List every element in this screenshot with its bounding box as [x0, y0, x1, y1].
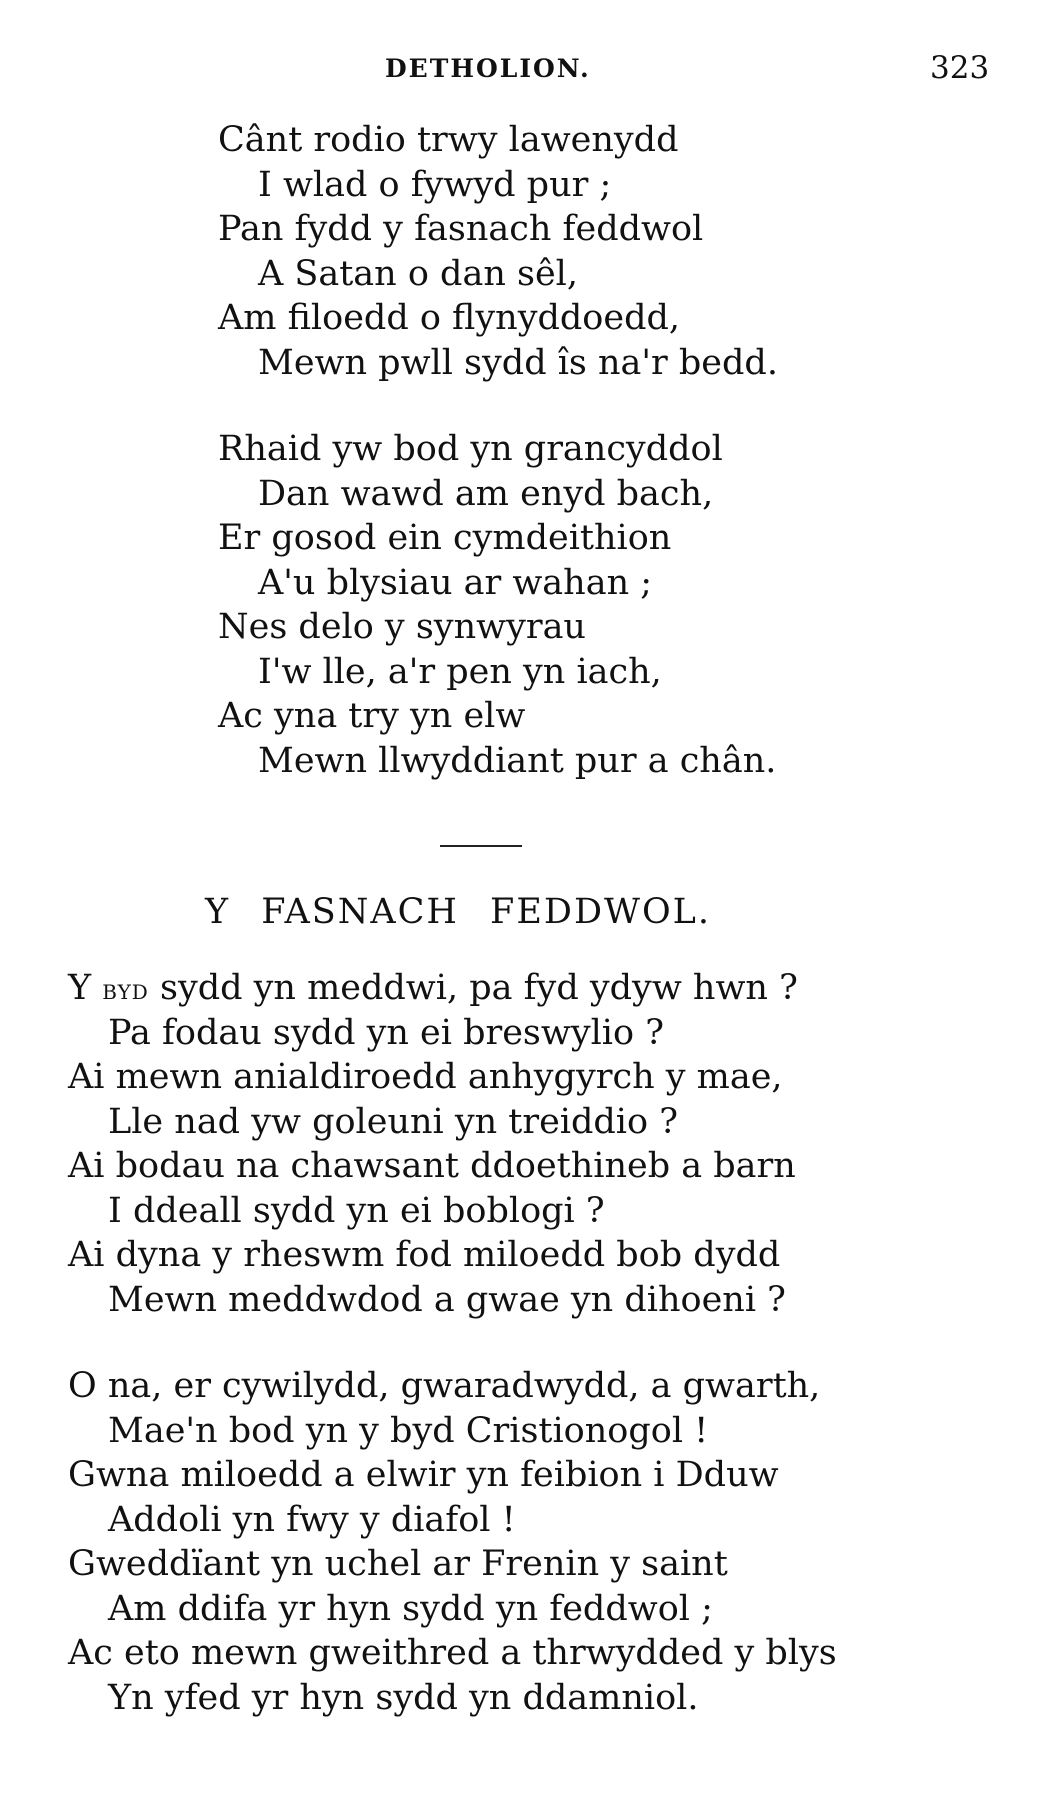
verse-line: A'u blysiau ar wahan ;: [258, 562, 653, 603]
verse-line: Am ddifa yr hyn sydd yn feddwol ;: [108, 1588, 713, 1629]
poem1-stanza-1: [218, 118, 778, 385]
verse-line: Mewn meddwdod a gwae yn dihoeni ?: [108, 1279, 786, 1320]
verse-line: Mewn pwll sydd îs na'r bedd.: [258, 342, 778, 383]
verse-line: Nes delo y synwyrau: [218, 607, 586, 647]
verse-line: O na, er cywilydd, gwaradwydd, a gwarth,: [68, 1366, 821, 1406]
verse-line: Gweddïant yn uchel ar Frenin y saint: [68, 1544, 728, 1584]
verse-line: I ddeall sydd yn ei boblogi ?: [108, 1190, 605, 1231]
verse-line: Ai bodau na chawsant ddoethineb a barn: [68, 1146, 796, 1186]
verse-line: Er gosod ein cymdeithion: [218, 518, 672, 558]
poem2-stanza-1: [68, 966, 798, 1322]
verse-line: Cânt rodio trwy lawenydd: [218, 120, 679, 160]
poem-title: Y FASNACH FEDDWOL.: [205, 892, 712, 932]
verse-line: Ac yna try yn elw: [218, 696, 526, 736]
verse-line: Ai mewn anialdiroedd anhygyrch y mae,: [68, 1057, 783, 1097]
verse-line: Am filoedd o flynyddoedd,: [218, 298, 681, 338]
verse-line: I'w lle, a'r pen yn iach,: [258, 651, 662, 692]
running-title: DETHOLION.: [385, 54, 591, 83]
verse-line: Pa fodau sydd yn ei breswylio ?: [108, 1012, 664, 1053]
section-divider: [440, 845, 522, 847]
verse-line: Gwna miloedd a elwir yn feibion i Dduw: [68, 1455, 779, 1495]
verse-line: Mae'n bod yn y byd Cristionogol !: [108, 1410, 709, 1451]
verse-line-first: [68, 966, 798, 1011]
verse-line: Pan fydd y fasnach feddwol: [218, 209, 704, 249]
verse-line: Ai dyna y rheswm fod miloedd bob dydd: [68, 1235, 781, 1275]
verse-line: Rhaid yw bod yn grancyddol: [218, 429, 723, 469]
first-line-rest: sydd yn meddwi, pa fyd ydyw hwn ?: [159, 968, 798, 1008]
verse-line: Mewn llwyddiant pur a chân.: [258, 740, 777, 781]
running-head: [0, 50, 1045, 90]
verse-line: I wlad o fywyd pur ;: [258, 164, 612, 205]
verse-line: Lle nad yw goleuni yn treiddio ?: [108, 1101, 678, 1142]
verse-line: Addoli yn fwy y diafol !: [108, 1499, 516, 1540]
verse-line: Ac eto mewn gweithred a thrwydded y blys: [68, 1633, 837, 1673]
verse-line: A Satan o dan sêl,: [258, 253, 578, 294]
poem1-stanza-2: [218, 427, 776, 783]
page-number: 323: [930, 50, 990, 86]
poem2-stanza-2: [68, 1364, 837, 1720]
verse-line: Yn yfed yr hyn sydd yn ddamniol.: [108, 1677, 699, 1718]
opening-letter: Y: [68, 968, 92, 1008]
opening-smallcaps: byd: [102, 973, 149, 1006]
verse-line: Dan wawd am enyd bach,: [258, 473, 714, 514]
